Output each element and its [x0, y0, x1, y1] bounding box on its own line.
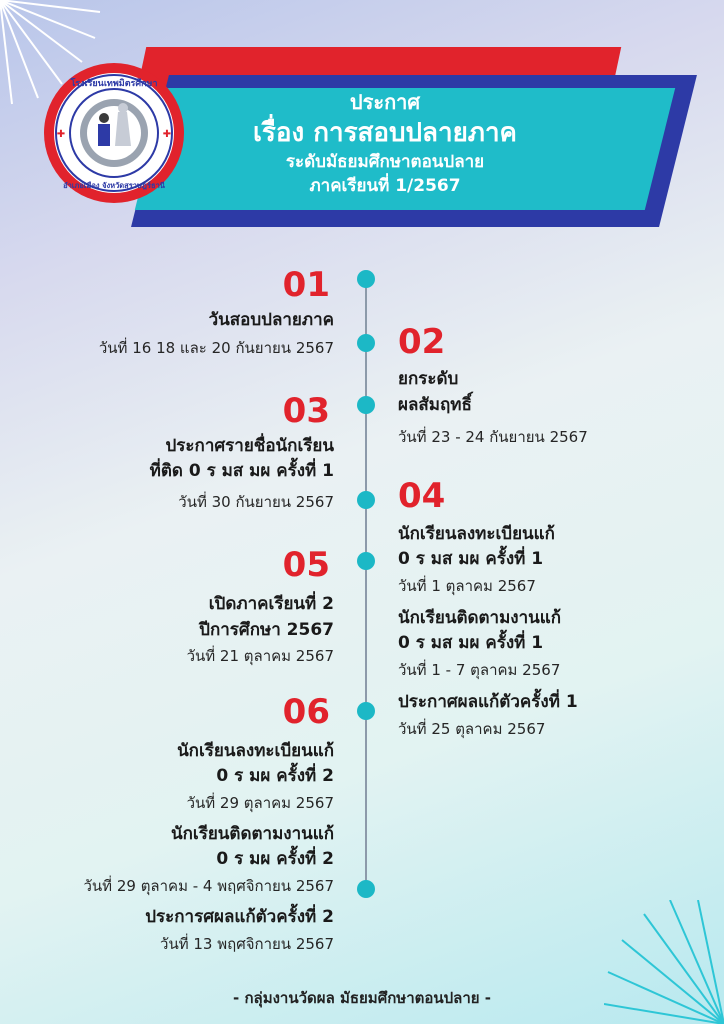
timeline-dot [357, 270, 375, 288]
step-05-title-line1: เปิดภาคเรียนที่ 2 [208, 594, 334, 614]
step-05-title-line2: ปีการศึกษา 2567 [199, 620, 334, 640]
step-number-06: 06 [282, 692, 330, 732]
svg-text:✚: ✚ [56, 129, 66, 140]
header-title-line2: เรื่อง การสอบปลายภาค [253, 118, 517, 148]
step-03-title-line1: ประกาศรายชื่อนักเรียน [165, 436, 334, 456]
step-02-title-line1: ยกระดับ [398, 369, 459, 389]
header-title-line3: ระดับมัธยมศึกษาตอนปลาย [285, 152, 485, 172]
timeline-line [365, 278, 367, 890]
school-logo [43, 62, 185, 204]
step-number-02: 02 [398, 322, 446, 362]
timeline-dot [357, 552, 375, 570]
footer-credit: - กลุ่มงานวัดผล มัธยมศึกษาตอนปลาย - [233, 989, 491, 1007]
timeline-dot [357, 702, 375, 720]
timeline-dot [357, 396, 375, 414]
step-06b-date: วันที่ 29 ตุลาคม - 4 พฤศจิกายน 2567 [83, 877, 334, 895]
step-04b-date: วันที่ 1 - 7 ตุลาคม 2567 [398, 661, 561, 679]
header-title-line1: ประกาศ [349, 90, 421, 114]
step-04c-title: ประกาศผลแก้ตัวครั้งที่ 1 [398, 692, 578, 712]
svg-text:อำเภอเมือง จังหวัดสุราษฎร์ธานี: อำเภอเมือง จังหวัดสุราษฎร์ธานี [63, 181, 165, 190]
step-06c-title: ประการศผลแก้ตัวครั้งที่ 2 [145, 907, 334, 927]
step-03-title-line2: ที่ติด 0 ร มส มผ ครั้งที่ 1 [149, 461, 334, 481]
step-06b-title-line2: 0 ร มผ ครั้งที่ 2 [216, 849, 334, 869]
announcement-header [200, 88, 570, 198]
step-04c-date: วันที่ 25 ตุลาคม 2567 [398, 720, 546, 738]
step-number-01: 01 [282, 265, 330, 305]
step-06c-date: วันที่ 13 พฤศจิกายน 2567 [160, 935, 334, 953]
step-number-04: 04 [398, 476, 446, 516]
timeline-dot [357, 880, 375, 898]
timeline-dot [357, 334, 375, 352]
step-03-date: วันที่ 30 กันยายน 2567 [178, 493, 334, 511]
step-04a-title-line1: นักเรียนลงทะเบียนแก้ [398, 524, 555, 544]
step-05-date: วันที่ 21 ตุลาคม 2567 [186, 647, 334, 665]
header-title-line4: ภาคเรียนที่ 1/2567 [309, 176, 461, 196]
step-04b-title-line1: นักเรียนติดตามงานแก้ [398, 608, 562, 628]
step-number-03: 03 [282, 391, 330, 431]
step-06b-title-line1: นักเรียนติดตามงานแก้ [170, 824, 334, 844]
step-number-05: 05 [282, 545, 330, 585]
step-04a-date: วันที่ 1 ตุลาคม 2567 [398, 577, 536, 595]
step-01-title: วันสอบปลายภาค [208, 310, 334, 330]
svg-text:✚: ✚ [162, 129, 172, 140]
step-01-date: วันที่ 16 18 และ 20 กันยายน 2567 [98, 339, 334, 357]
step-06a-title-line1: นักเรียนลงทะเบียนแก้ [177, 741, 334, 761]
step-06a-date: วันที่ 29 ตุลาคม 2567 [186, 794, 334, 812]
step-02-date: วันที่ 23 - 24 กันยายน 2567 [398, 428, 588, 446]
step-04a-title-line2: 0 ร มส มผ ครั้งที่ 1 [398, 549, 544, 569]
step-02-title-line2: ผลสัมฤทธิ์ [398, 395, 472, 415]
svg-text:โรงเรียนเทพมิตรศึกษา: โรงเรียนเทพมิตรศึกษา [70, 79, 158, 89]
timeline-dot [357, 491, 375, 509]
step-04b-title-line2: 0 ร มส มผ ครั้งที่ 1 [398, 633, 544, 653]
step-06a-title-line2: 0 ร มผ ครั้งที่ 2 [216, 766, 334, 786]
